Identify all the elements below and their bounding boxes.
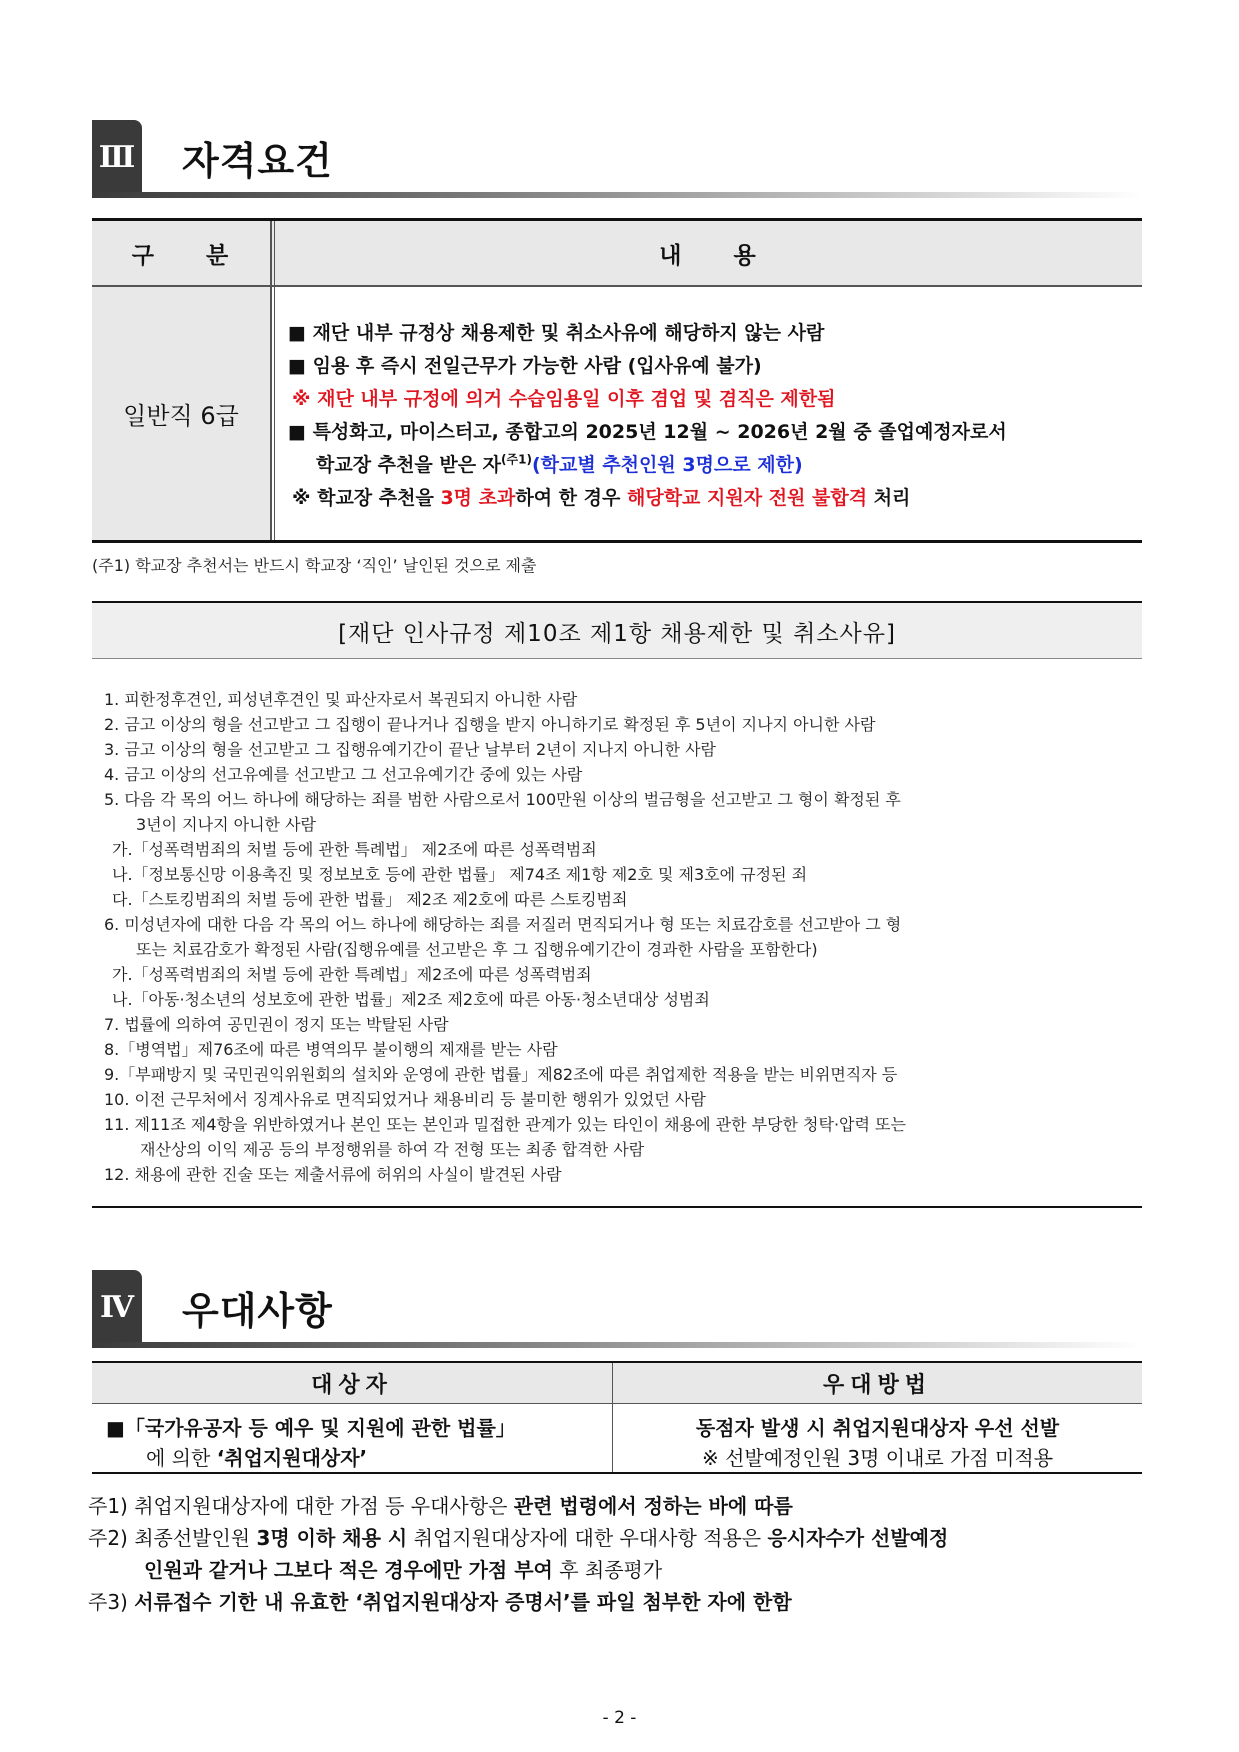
preference-note-3: 주3) 서류접수 기한 내 유효한 ‘취업지원대상자 증명서’를 파일 첨부한 자에 한함 xyxy=(88,1590,792,1614)
section-3-underline xyxy=(92,192,1142,198)
regulation-item: 8.「병역법」제76조에 따른 병역의무 불이행의 제재를 받는 사람 xyxy=(104,1040,558,1059)
regulation-item: 또는 치료감호가 확정된 사람(집행유예를 선고받은 후 그 집행유예기간이 경과한 사람을 포함한다) xyxy=(136,940,818,959)
regulation-item: 재산상의 이익 제공 등의 부정행위를 하여 각 전형 또는 최종 합격한 사람 xyxy=(140,1140,645,1159)
requirement-line-1: ■ 재단 내부 규정상 채용제한 및 취소사유에 해당하지 않는 사람 xyxy=(288,322,825,344)
regulation-item: 10. 이전 근무처에서 징계사유로 면직되었거나 채용비리 등 불미한 행위가 있었던 사람 xyxy=(104,1090,706,1109)
regulation-subitem: 가.「성폭력범죄의 처벌 등에 관한 특례법」제2조에 따른 성폭력범죄 xyxy=(112,965,592,984)
regulation-item: 2. 금고 이상의 형을 선고받고 그 집행이 끝나거나 집행을 받지 아니하기로 확정된 후 5년이 지나지 아니한 사람 xyxy=(104,715,876,734)
footnote-1: (주1) 학교장 추천서는 반드시 학교장 ‘직인’ 날인된 것으로 제출 xyxy=(92,556,537,575)
regulation-item: 5. 다음 각 목의 어느 하나에 해당하는 죄를 범한 사람으로서 100만원 이상의 벌금형을 선고받고 그 형이 확정된 후 xyxy=(104,790,901,809)
regulation-item: 11. 제11조 제4항을 위반하였거나 본인 또는 본인과 밀접한 관계가 있는 타인이 채용에 관한 부당한 청탁·압력 또는 xyxy=(104,1115,906,1134)
preference-header-method: 우대방법 xyxy=(822,1372,932,1398)
preference-note-2-continued: 인원과 같거나 그보다 적은 경우에만 가점 부여 후 최종평가 xyxy=(144,1558,663,1582)
regulation-item: 12. 채용에 관한 진술 또는 제출서류에 허위의 사실이 발견된 사람 xyxy=(104,1165,562,1184)
regulation-item: 3년이 지나지 아니한 사람 xyxy=(136,815,316,834)
requirement-note-red: ※ 재단 내부 규정에 의거 수습임용일 이후 겸업 및 겸직은 제한됨 xyxy=(292,388,836,410)
page-number: - 2 - xyxy=(602,1708,637,1728)
preference-method-line-2: ※ 선발예정인원 3명 이내로 가점 미적용 xyxy=(701,1446,1054,1470)
preference-target-line-1: ■「국가유공자 등 예우 및 지원에 관한 법률」 xyxy=(106,1416,516,1440)
preference-note-2: 주2) 최종선발인원 3명 이하 채용 시 취업지원대상자에 대한 우대사항 적용은 응시자수가 선발예정 xyxy=(88,1526,949,1550)
category-label: 일반직 6급 xyxy=(123,402,239,430)
regulation-subitem: 가.「성폭력범죄의 처벌 등에 관한 특례법」 제2조에 따른 성폭력범죄 xyxy=(112,840,597,859)
requirement-line-2: ■ 임용 후 즉시 전일근무가 가능한 사람 (입사유예 불가) xyxy=(288,355,762,377)
preference-note-1: 주1) 취업지원대상자에 대한 가점 등 우대사항은 관련 법령에서 정하는 바에 따름 xyxy=(88,1494,793,1518)
preference-target-line-2: 에 의한 ‘취업지원대상자’ xyxy=(146,1446,368,1470)
regulation-item: 4. 금고 이상의 선고유예를 선고받고 그 선고유예기간 중에 있는 사람 xyxy=(104,765,583,784)
section-3-title: 자격요건 xyxy=(182,139,333,183)
section-4-numeral: Ⅳ xyxy=(92,1270,142,1344)
section-4-header xyxy=(92,1270,1142,1348)
regulation-subitem: 나.「아동·청소년의 성보호에 관한 법률」제2조 제2호에 따른 아동·청소년대상 성범죄 xyxy=(112,990,710,1009)
regulation-item: 9.「부패방지 및 국민권익위원회의 설치와 운영에 관한 법률」제82조에 따른 취업제한 적용을 받는 비위면직자 등 xyxy=(104,1065,898,1084)
requirement-line-4: ■ 특성화고, 마이스터고, 종합고의 2025년 12월 ~ 2026년 2월 중 졸업예정자로서 xyxy=(288,421,1007,443)
requirement-line-6: ※ 학교장 추천을 3명 초과하여 한 경우 해당학교 지원자 전원 불합격 처리 xyxy=(292,487,911,509)
regulation-item: 6. 미성년자에 대한 다음 각 목의 어느 하나에 해당하는 죄를 저질러 면직되거나 형 또는 치료감호를 선고받아 그 형 xyxy=(104,915,902,934)
regulation-title: [재단 인사규정 제10조 제1항 채용제한 및 취소사유] xyxy=(338,620,896,647)
regulation-item: 1. 피한정후견인, 피성년후견인 및 파산자로서 복권되지 아니한 사람 xyxy=(104,690,578,709)
section-4-underline xyxy=(92,1342,1142,1348)
table-header-category: 구 분 xyxy=(131,242,231,269)
section-3-numeral: Ⅲ xyxy=(92,120,142,194)
qualification-table xyxy=(92,218,1142,543)
regulation-subitem: 다.「스토킹범죄의 처벌 등에 관한 법률」 제2조 제2호에 따른 스토킹범죄 xyxy=(112,890,628,909)
requirement-line-5: 학교장 추천을 받은 자$^{(주1)}$(학교별 추천인원 3명으로 제한) xyxy=(316,452,803,476)
footnote-ref: (주1) xyxy=(501,452,532,467)
regulation-item: 3. 금고 이상의 형을 선고받고 그 집행유예기간이 끝난 날부터 2년이 지나지 아니한 사람 xyxy=(104,740,716,759)
section-3-header xyxy=(92,120,1142,198)
section-4-title: 우대사항 xyxy=(182,1289,333,1333)
regulation-subitem: 나.「정보통신망 이용촉진 및 정보보호 등에 관한 법률」 제74조 제1항 제2호 및 제3호에 규정된 죄 xyxy=(112,865,808,884)
regulation-item: 7. 법률에 의하여 공민권이 정지 또는 박탈된 사람 xyxy=(104,1015,449,1034)
preference-header-target: 대상자 xyxy=(311,1372,393,1398)
preference-method-line-1: 동점자 발생 시 취업지원대상자 우선 선발 xyxy=(695,1416,1060,1440)
table-header-content: 내 용 xyxy=(659,242,758,269)
